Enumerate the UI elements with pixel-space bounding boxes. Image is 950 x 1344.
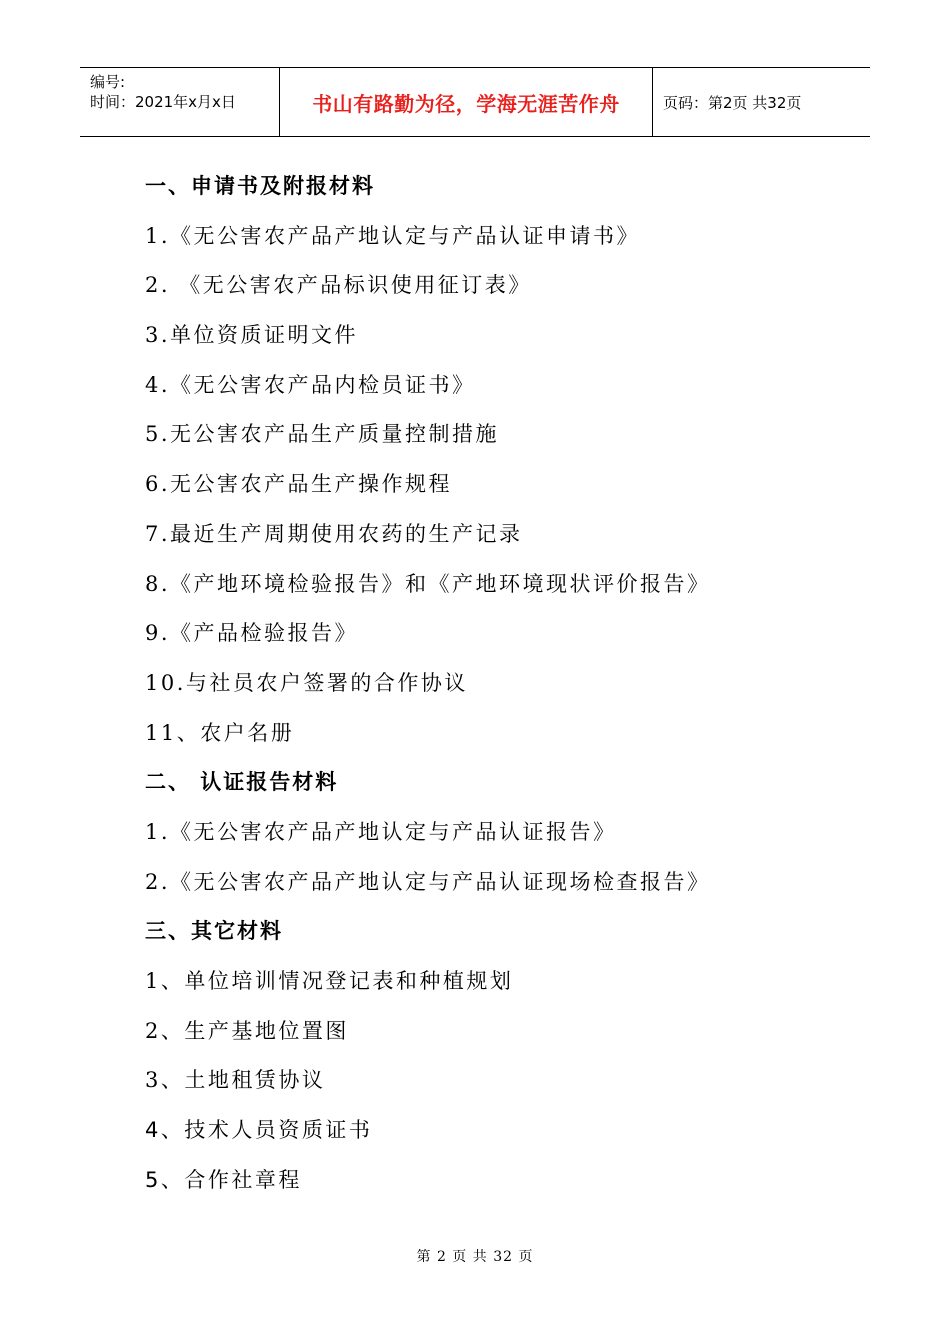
list-item: 2、生产基地位置图: [145, 1018, 349, 1043]
header-page-info: 页码：第2页 共32页: [663, 93, 802, 112]
header-meta: [80, 68, 280, 136]
list-item: 3.单位资质证明文件: [145, 323, 359, 348]
section-heading: 一、申请书及附报材料: [145, 174, 375, 198]
list-item: 7.最近生产周期使用农药的生产记录: [145, 521, 523, 546]
list-item: 1.《无公害农产品产地认定与产品认证报告》: [145, 819, 617, 844]
list-item: 2.《无公害农产品产地认定与产品认证现场检查报告》: [145, 869, 711, 894]
list-item: 11、农户名册: [145, 720, 295, 745]
page-footer: 第 2 页 共 32 页: [416, 1249, 534, 1265]
document-body: [145, 162, 865, 1205]
list-item: 3、土地租赁协议: [145, 1068, 326, 1093]
list-item: 5.无公害农产品生产质量控制措施: [145, 422, 500, 447]
list-item: 6.无公害农产品生产操作规程: [145, 472, 453, 497]
header-motto: 书山有路勤为径，学海无涯苦作舟: [280, 68, 653, 136]
section-heading: 三、其它材料: [145, 919, 283, 944]
list-item: 2. 《无公害农产品标识使用征订表》: [145, 273, 532, 298]
code-label: 编号:: [90, 73, 126, 91]
date-label: 时间：2021年x月x日: [90, 93, 236, 111]
list-item: 1、单位培训情况登记表和种植规划: [145, 969, 514, 993]
list-item: 1.《无公害农产品产地认定与产品认证申请书》: [145, 223, 641, 248]
list-item: 5、合作社章程: [145, 1167, 302, 1192]
list-item: 4.《无公害农产品内检员证书》: [145, 372, 476, 397]
list-item: 10.与社员农户签署的合作协议: [145, 670, 468, 695]
list-item: 4、技术人员资质证书: [145, 1118, 373, 1143]
section-heading: 二、 认证报告材料: [145, 770, 339, 795]
list-item: 9.《产品检验报告》: [145, 621, 359, 646]
page-header: [80, 67, 870, 137]
list-item: 8.《产地环境检验报告》和《产地环境现状评价报告》: [145, 571, 711, 596]
